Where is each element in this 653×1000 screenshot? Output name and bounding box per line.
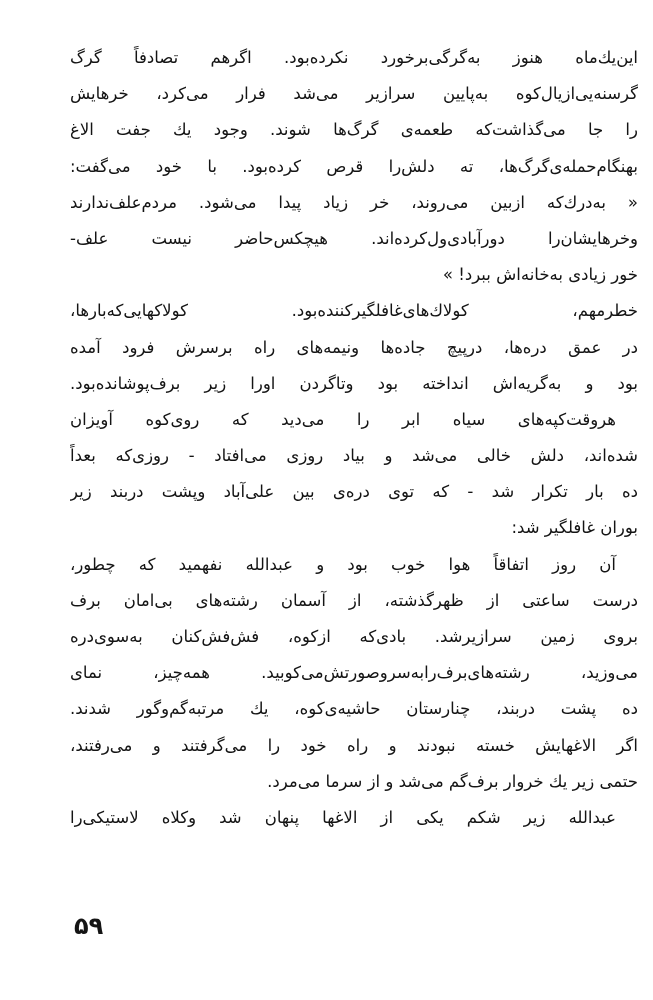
paragraph-5	[70, 800, 638, 836]
text-line: خور زیادی به‌خانه‌اش ببرد! »	[442, 265, 638, 285]
text-line: هروقت‌کپه‌های سیاه ابر را می‌دید که روی‌کوه آویزان	[70, 409, 616, 429]
page-number: ۵۹	[74, 912, 104, 940]
text-line: « به‌درك‌كه ازبین می‌روند، خر زیاد پیدا می‌شود. مردم‌علف‌ندارند	[70, 192, 638, 212]
text-line: در عمق دره‌ها، درپیچ جاده‌ها ونیمه‌های راه برسرش فرود آمده	[70, 337, 638, 357]
text-line: بروی زمین سرازیرشد. بادی‌که ازکوه، فش‌فش‌کنان به‌سوی‌دره	[70, 627, 638, 646]
text-line: وخرهایشان‌را دورآبادی‌ول‌کرده‌اند. هیچکس‌حاضر نیست علف-	[70, 228, 638, 248]
paragraph-3	[70, 402, 638, 547]
text-line: حتمی زیر یك خروار برف‌گم می‌شد و از سرما می‌مرد.	[267, 771, 638, 791]
text-line: گرسنه‌یی‌ازیال‌کوه به‌پایین سرازیر می‌شد فرار می‌کرد، خرهایش	[70, 84, 638, 104]
text-line: این‌یك‌ماه هنوز به‌گرگی‌برخورد نکرده‌بود. اگرهم تصادفاً گرگ	[70, 48, 638, 67]
text-line: بوران غافلگیر شد:	[511, 518, 638, 538]
text-line: ده بار تکرار شد - که توی دره‌ی بین علی‌آباد وپشت دربند زیر	[70, 482, 638, 502]
text-line: عبدالله زیر شکم یکی از الاغها پنهان شد وکلاه لاستیکی‌را	[70, 807, 616, 827]
text-line: اگر الاغهایش خسته نبودند و راه خود را می‌گرفتند و می‌رفتند،	[70, 735, 638, 755]
text-line: ده پشت دربند، چنارستان حاشیه‌ی‌کوه، یك مرتبه‌گم‌وگور شدند.	[70, 699, 638, 719]
text-line: می‌وزید، رشته‌های‌برف‌رابه‌سروصورتش‌می‌کوبید. همه‌چیز، نمای	[70, 663, 638, 683]
text-line: آن روز اتفاقاً هوا خوب بود و عبدالله نفهمید که چطور،	[70, 554, 616, 574]
paragraph-2	[70, 293, 638, 402]
text-line: درست ساعتی از ظهرگذشته، از آسمان رشته‌های بی‌امان برف	[70, 590, 638, 610]
text-line: بهنگام‌حمله‌ی‌گرگ‌ها، ته دلش‌را قرص کرده‌بود. با خود می‌گفت:	[70, 156, 638, 176]
paragraph-1	[70, 40, 638, 293]
text-line: شده‌اند، دلش خالی می‌شد و بیاد روزی می‌افتاد - روزی‌که بعداً	[70, 446, 638, 466]
text-line: بود و به‌گریه‌اش انداخته بود وتاگردن اورا زیر برف‌پوشانده‌بود.	[70, 373, 638, 393]
body-text	[70, 40, 638, 836]
text-line: خطرمهم، کولاك‌های‌غافلگیرکننده‌بود. کولاکهایی‌که‌بارها،	[70, 301, 638, 321]
paragraph-4	[70, 547, 638, 800]
text-line: را جا می‌گذاشت‌که طعمه‌ی گرگ‌ها شوند. وجود یك جفت الاغ	[70, 120, 638, 140]
